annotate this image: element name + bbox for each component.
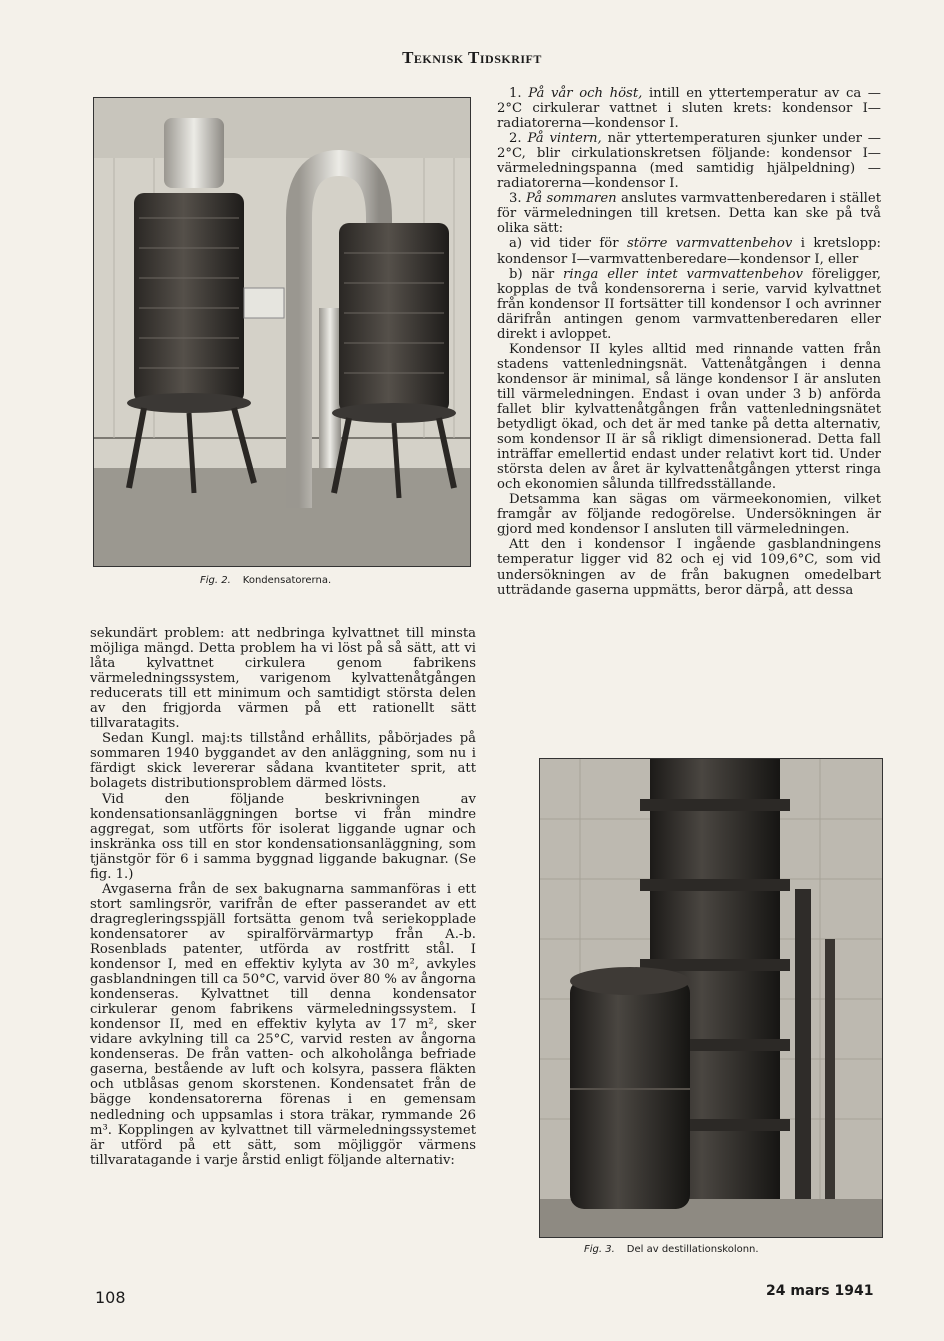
list-item-a [497, 236, 881, 266]
paragraph: Vid den följande beskrivningen av kondensationsanläggningen bortse vi från mindre aggregat, som utförts för isolerat liggande ugnar och inskränka oss till en stor kondensationsanläggning, som tjänstgör för 6 i samma byggnad liggande bakugnar. (Se fig. 1.) [90, 791, 476, 882]
emphasis: ringa eller intet varmvattenbehov [563, 266, 803, 282]
figure-3-caption [584, 1244, 759, 1255]
list-text: anslutes varmvattenberedaren i stället för värmeledningen till kretsen. Detta kan ske på två olika sätt: [497, 191, 882, 237]
masthead-title: Teknisk Tidskrift [402, 48, 542, 67]
list-letter: a) vid tider för [509, 236, 619, 252]
list-item-1 [497, 86, 881, 131]
figure-2-label: Fig. 2. [200, 575, 231, 586]
figure-2-photo [93, 97, 471, 567]
distillation-column-illustration [540, 759, 882, 1237]
emphasis: På sommaren [525, 191, 617, 207]
list-text: när yttertemperaturen sjunker under — 2°C, blir cirkulationskretsen följande: kondensor I—värmeledningspanna (med samtidig hjälpeldning) —radiatorerna—kondensor I. [497, 131, 881, 192]
emphasis: större varmvattenbehov [626, 236, 793, 252]
paragraph: Att den i kondensor I ingående gasblandningens temperatur ligger vid 82 och ej vid 109,6°C, som vid undersökningen av de från bakugnen omedelbart utträdande gaserna uppmätts, beror därpå, att dessa [497, 537, 881, 598]
figure-3-label: Fig. 3. [584, 1244, 615, 1255]
page-number: 108 [95, 1288, 126, 1307]
list-number: 2. [509, 131, 522, 147]
list-text: föreligger, kopplas de två kondensorerna i serie, varvid kylvattnet från kondensor II fortsätter till kondensor I och avrinner därifrån antingen genom varmvattenberedaren eller direkt i avloppet. [497, 266, 881, 342]
emphasis: På vår och höst, [528, 86, 643, 101]
condensers-illustration [94, 98, 470, 566]
list-letter: b) när [509, 266, 555, 282]
list-item-b [497, 267, 881, 342]
figure-3-photo [539, 758, 883, 1238]
issue-date: 24 mars 1941 [766, 1283, 874, 1299]
paragraph: Avgaserna från de sex bakugnarna sammanföras i ett stort samlingsrör, varifrån de efter passerandet av ett dragregleringsspjäll fortsätta genom två seriekopplade kondensatorer av spiralförvärmartyp från A.-b. Rosenblads patenter, utförda av rostfritt stål. I kondensor I, med en effektiv kylyta av 30 m², avkyles gasblandningen till ca 50°C, varvid över 80 % av ångorna kondenseras. Kylvattnet till denna kondensator cirkulerar genom fabrikens värmeledningssystem. I kondensor II, med en effektiv kylyta av 17 m², sker vidare avkylning till ca 25°C, varvid resten av ångorna kondenseras. De från vatten- och alkoholånga befriade gaserna, bestående av luft och kolsyra, passera fläkten och utblåsas genom skorstenen. Kondensatet från de bägge kondensatorerna förenas i en gemensam nedledning och uppsamlas i stora träkar, rymmande 26 m³. Kopplingen av kylvattnet till värmeledningssystemet är utförd på ett sätt, som möjliggör värmens tillvaratagande i varje årstid enligt följande alternativ: [90, 881, 476, 1168]
list-number: 3. [509, 191, 522, 207]
list-text: intill en yttertemperatur av ca — 2°C cirkulerar vattnet i sluten krets: kondensor I—radiatorerna—kondensor I. [497, 86, 881, 132]
figure-3-caption-text: Del av destillationskolonn. [626, 1244, 759, 1255]
paragraph: Kondensor II kyles alltid med rinnande vatten från stadens vattenledningsnät. Vattenåtgången i denna kondensor är minimal, så länge kondensor I är ansluten till värmeledningen. Endast i ovan under 3 b) anförda fallet blir kylvattenåtgången från vattenledningsnätet betydligt ökad, och det är med tanke på detta alternativ, som kondensor II är så rikligt dimensionerad. Detta fall inträffar emellertid endast under relativt kort tid. Under största delen av året är kylvattenåtgången ytterst ringa och ekonomien sålunda tillfredsställande. [497, 341, 881, 493]
paragraph: Sedan Kungl. maj:ts tillstånd erhållits, påbörjades på sommaren 1940 byggandet av den anläggning, som nu i färdigt skick levererar sådana kvantiteter sprit, att bolagets distributionsproblem därmed lösts. [90, 731, 476, 792]
left-column [90, 626, 476, 1168]
emphasis: På vintern, [527, 131, 602, 147]
paragraph: Detsamma kan sägas om värmeekonomien, vilket framgår av följande redogörelse. Undersökningen är gjord med kondensor I ansluten till värmeledningen. [497, 492, 881, 538]
list-item-2 [497, 131, 881, 191]
paragraph: sekundärt problem: att nedbringa kylvattnet till minsta möjliga mängd. Detta problem ha vi löst på så sätt, att vi låta kylvattnet cirkulera genom fabrikens värmeledningssystem, varigenom kylvattenåtgången reducerats till ett minimum och samtidigt största delen av den frigjorda värmen på ett rationellt sätt tillvaratagits. [90, 626, 476, 732]
figure-2-caption [200, 575, 331, 586]
right-column [497, 86, 881, 598]
list-number: 1. [509, 86, 522, 101]
list-text: i kretslopp: kondensor I—varmvattenberedare—kondensor I, eller [497, 236, 881, 267]
figure-2-caption-text: Kondensatorerna. [242, 575, 332, 586]
list-item-3 [497, 191, 881, 236]
